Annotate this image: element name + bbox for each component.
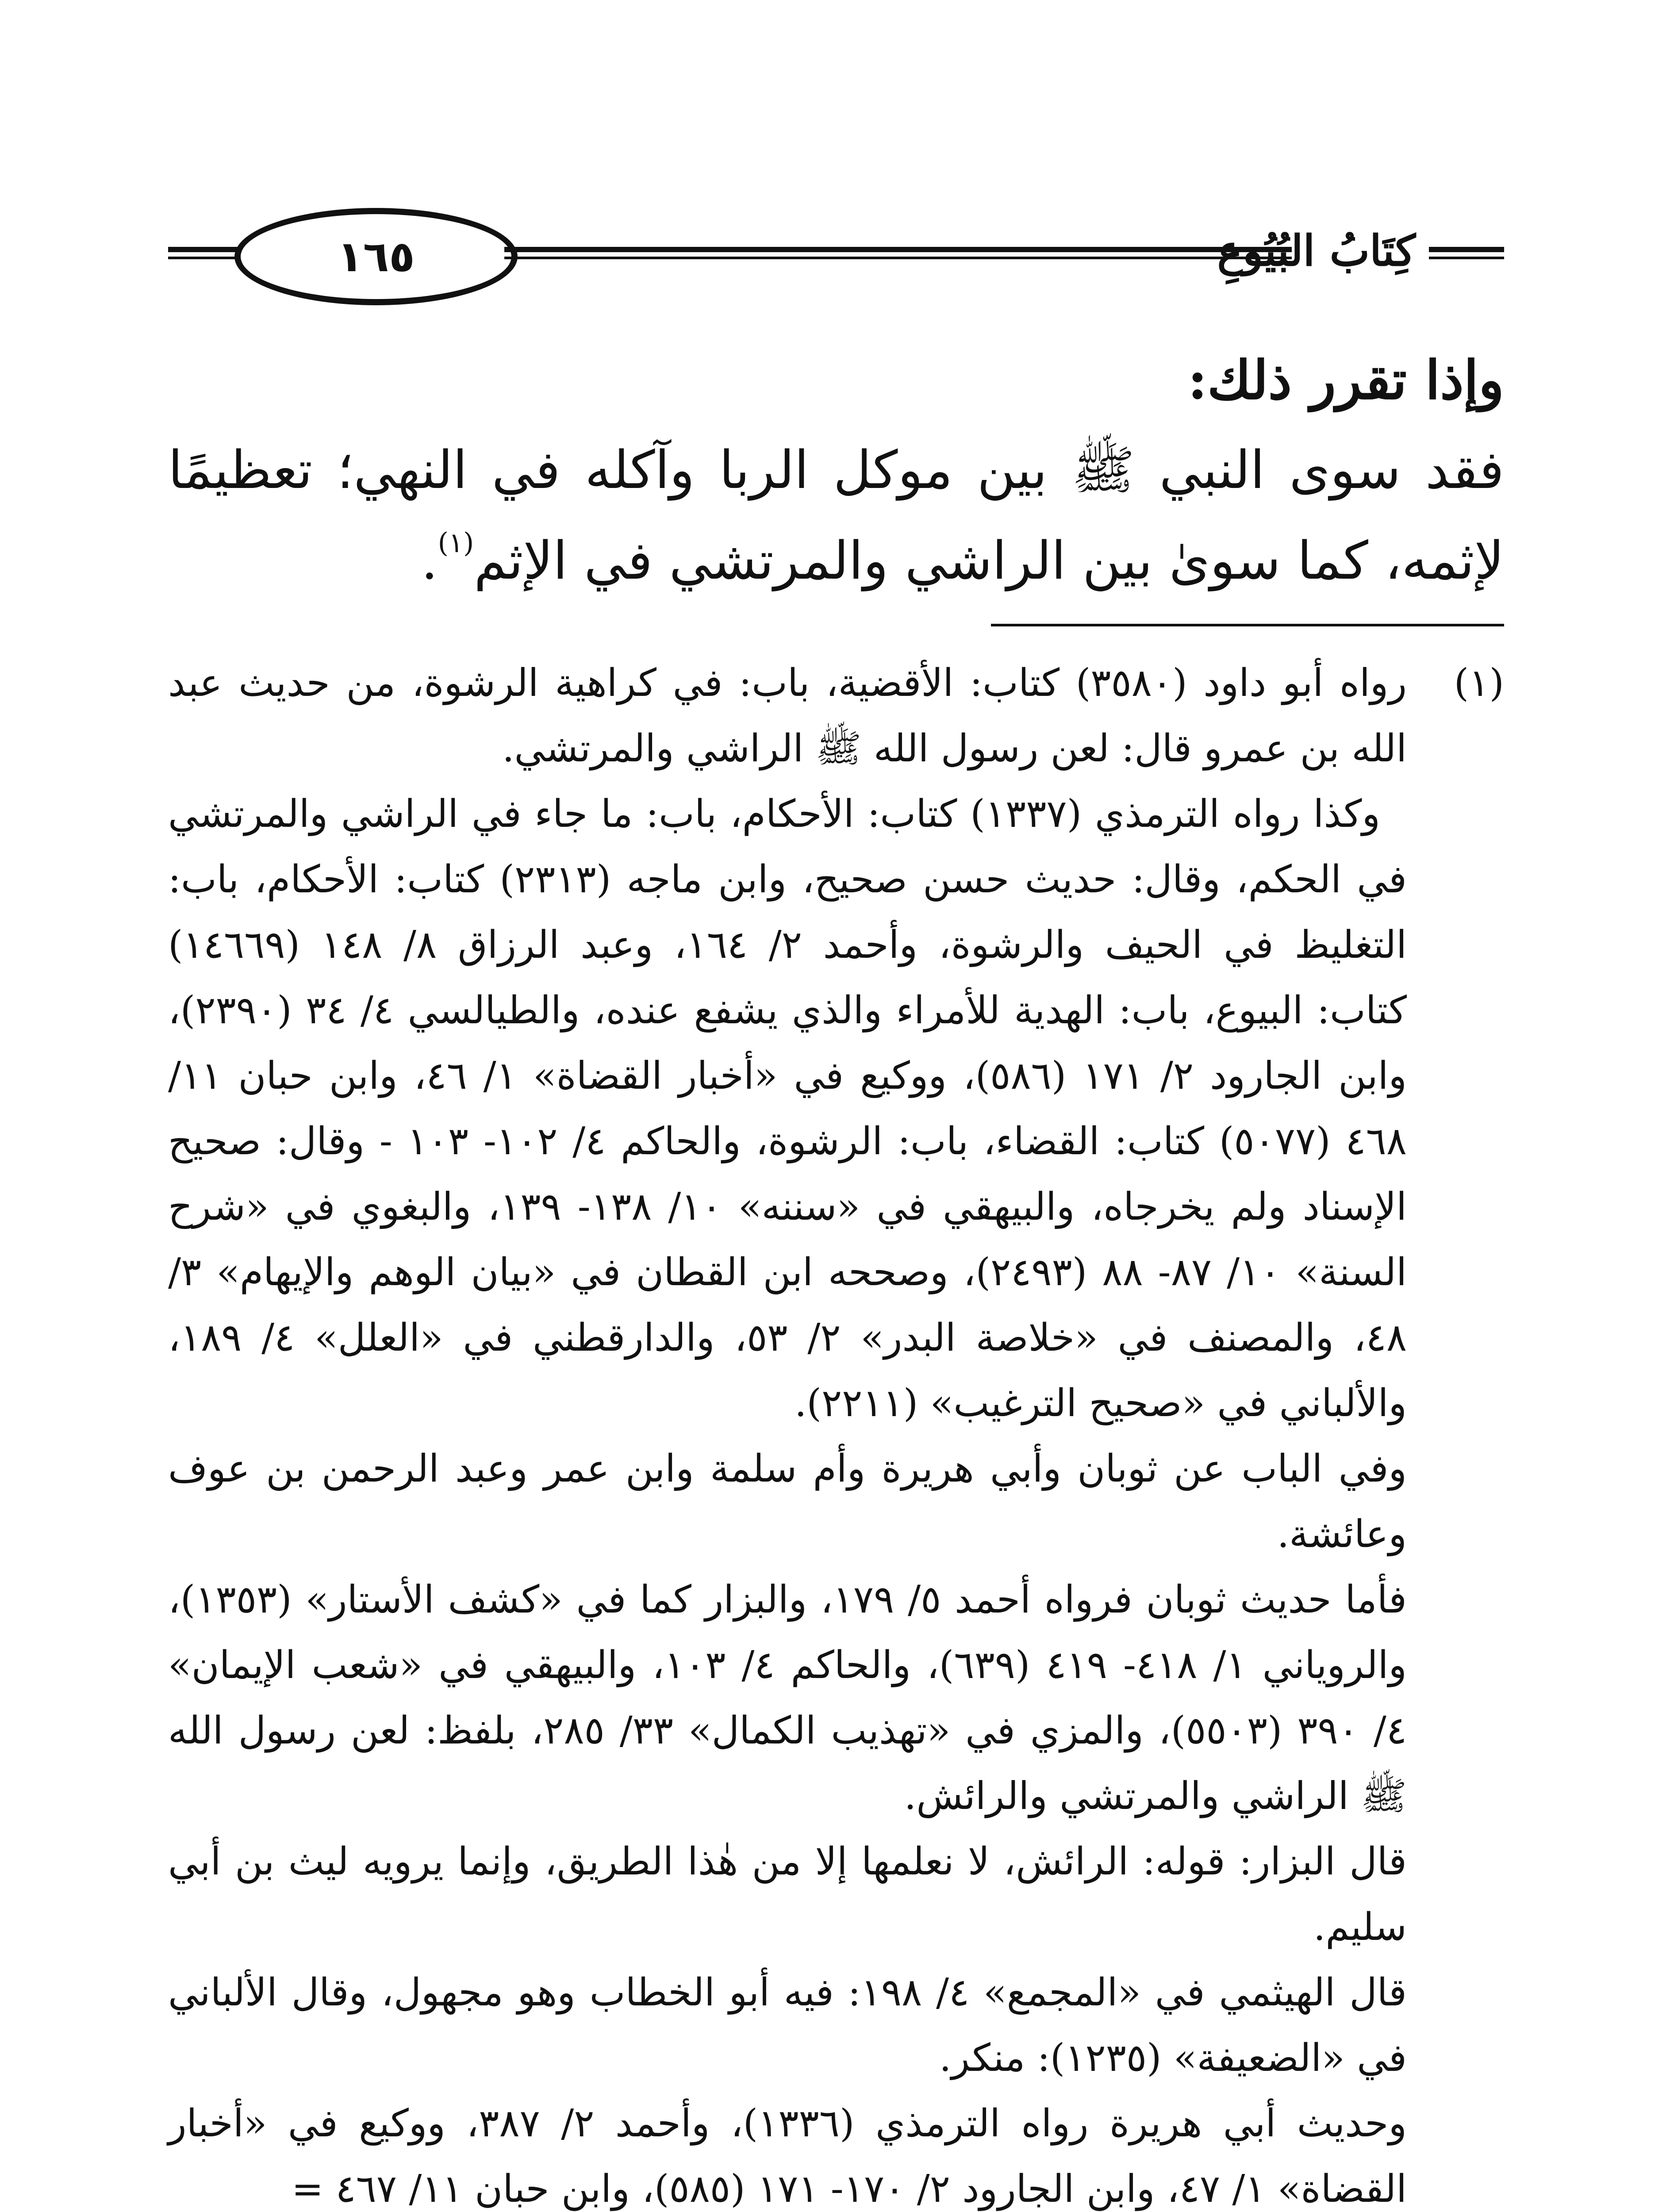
footnote-paragraph: وفي الباب عن ثوبان وأبي هريرة وأم سلمة وابن عمر وعبد الرحمن بن عوف وعائشة. [168, 1447, 1407, 1556]
footnote-paragraph: فأما حديث ثوبان فرواه أحمد ٥/ ١٧٩، والبزار كما في «كشف الأستار» (١٣٥٣)، والروياني ١/ ٤١٨- ٤١٩ (٦٣٩)، والحاكم ٤/ ١٠٣، والبيهقي في «شعب الإيمان» ٤/ ٣٩٠ (٥٥٠٣)، والمزي في «تهذيب الكمال» ٣٣/ ٢٨٥، بلفظ: لعن رسول الله ﷺ الراشي والمرتشي والرائش. [168, 1578, 1407, 1818]
footnote-paragraph-continued [168, 2091, 1407, 2212]
footnote-reference: (١) [438, 526, 474, 559]
continuation-mark: = [292, 2167, 324, 2211]
main-paragraph [168, 425, 1504, 606]
footnote-paragraph: وكذا رواه الترمذي (١٣٣٧) كتاب: الأحكام، باب: ما جاء في الراشي والمرتشي في الحكم، وقال: حديث حسن صحيح، وابن ماجه (٢٣١٣) كتاب: الأحكام، باب: التغليظ في الحيف والرشوة، وأحمد ٢/ ١٦٤، وعبد الرزاق ٨/ ١٤٨ (١٤٦٦٩) كتاب: البيوع، باب: الهدية للأمراء والذي يشفع عنده، والطيالسي ٤/ ٣٤ (٢٣٩٠)، وابن الجارود ٢/ ١٧١ (٥٨٦)، ووكيع في «أخبار القضاة» ١/ ٤٦، وابن حبان ١١/ ٤٦٨ (٥٠٧٧) كتاب: القضاء، باب: الرشوة، والحاكم ٤/ ١٠٢- ١٠٣ - وقال: صحيح الإسناد ولم يخرجاه، والبيهقي في «سننه» ١٠/ ١٣٨- ١٣٩، والبغوي في «شرح السنة» ١٠/ ٨٧- ٨٨ (٢٤٩٣)، وصححه ابن القطان في «بيان الوهم والإيهام» ٣/ ٤٨، والمصنف في «خلاصة البدر» ٢/ ٥٣، والدارقطني في «العلل» ٤/ ١٨٩، والألباني في «صحيح الترغيب» (٢٢١١). [168, 792, 1407, 1425]
footnote-separator [991, 624, 1504, 626]
main-text [168, 336, 1504, 606]
page-header [168, 199, 1504, 310]
page-number: ١٦٥ [337, 232, 415, 281]
running-title: كِتَابُ البُيُوعِ [1217, 226, 1416, 276]
header-rule-left [168, 247, 239, 259]
footnote-paragraph-text: وحديث أبي هريرة رواه الترمذي (١٣٣٦)، وأحمد ٢/ ٣٨٧، ووكيع في «أخبار القضاة» ١/ ٤٧، وابن الجارود ٢/ ١٧٠- ١٧١ (٥٨٥)، وابن حبان ١١/ ٤٦٧ [168, 2101, 1407, 2211]
footnote-1 [168, 650, 1504, 2212]
header-rule-middle [504, 247, 1292, 259]
page-number-badge [234, 208, 518, 305]
footnote-paragraph: قال الهيثمي في «المجمع» ٤/ ١٩٨: فيه أبو الخطاب وهو مجهول، وقال الألباني في «الضعيفة» (١٢٣٥): منكر. [168, 1970, 1407, 2080]
main-paragraph-end: . [421, 530, 438, 591]
main-paragraph-text: فقد سوى النبي ﷺ بين موكل الربا وآكله في النهي؛ تعظيمًا لإثمه، كما سوىٰ بين الراشي والمرتشي في الإثم [168, 439, 1504, 591]
footnote-paragraph: قال البزار: قوله: الرائش، لا نعلمها إلا من هٰذا الطريق، وإنما يرويه ليث بن أبي سليم. [168, 1839, 1407, 1949]
footnotes [168, 650, 1504, 2212]
footnote-paragraph: رواه أبو داود (٣٥٨٠) كتاب: الأقضية، باب: في كراهية الرشوة، من حديث عبد الله بن عمرو قال: لعن رسول الله ﷺ الراشي والمرتشي. [168, 661, 1407, 771]
intro-line: وإذا تقرر ذلك: [1187, 349, 1504, 411]
header-rule-right [1429, 247, 1504, 259]
footnote-marker: (١) [1454, 661, 1504, 705]
